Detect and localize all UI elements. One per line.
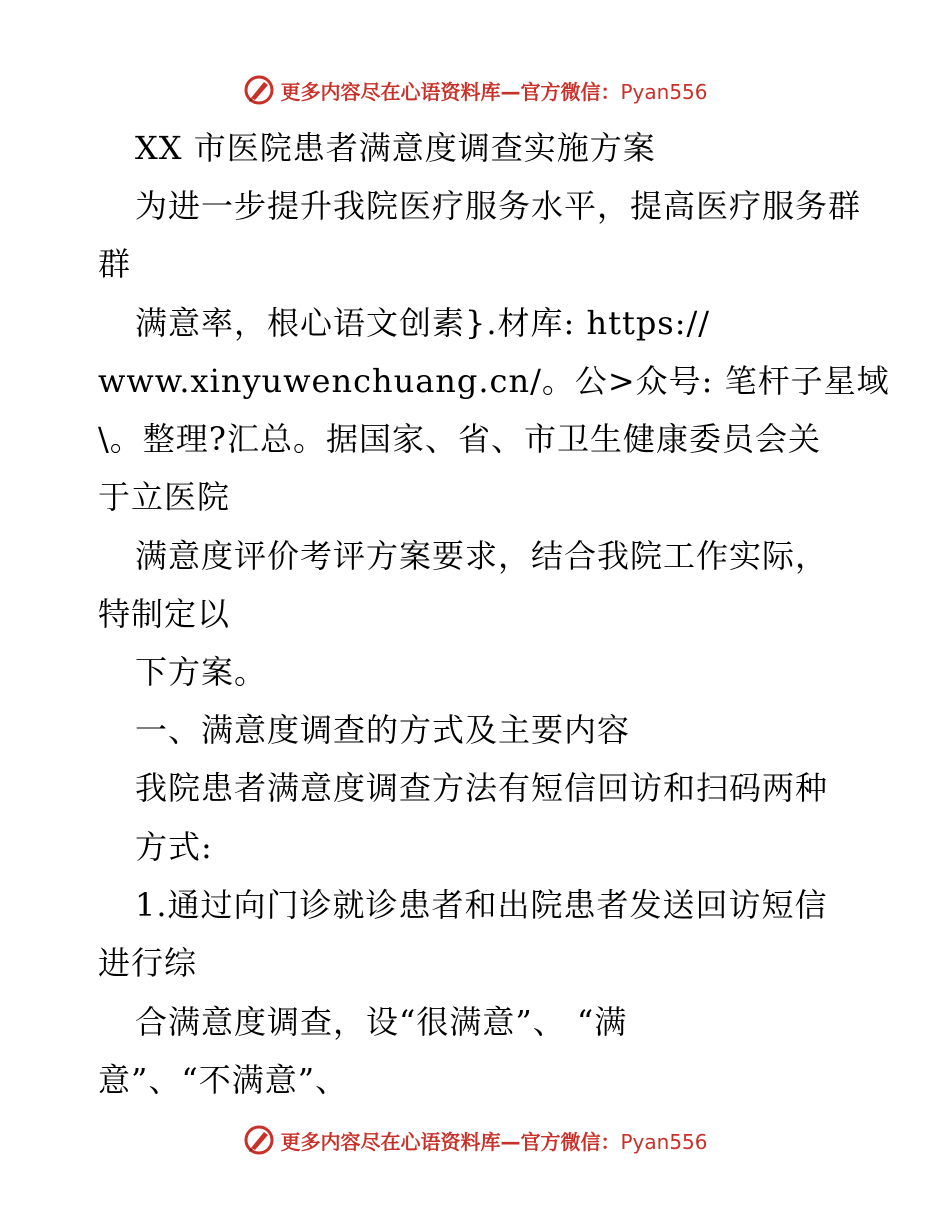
paragraph-line: 为进一步提升我院医疗服务水平，提高医疗服务群 <box>135 187 862 225</box>
paragraph-line: 满意度评价考评方案要求，结合我院工作实际， <box>135 537 829 575</box>
paragraph-line: 群 <box>98 245 132 283</box>
paragraph-line: 意”、“不满意”、 <box>98 1061 349 1099</box>
paragraph-line: 满意率，根心语文创素}.材库: https:// <box>135 304 711 342</box>
paragraph-line: 1.通过向门诊就诊患者和出院患者发送回访短信 <box>135 886 828 924</box>
banner-text: 更多内容尽在心语资料库—官方微信：Pyan556 <box>280 79 708 104</box>
paragraph-line: 方式: <box>135 828 213 866</box>
pen-logo-icon <box>242 73 276 107</box>
banner-text: 更多内容尽在心语资料库—官方微信：Pyan556 <box>280 1129 708 1154</box>
paragraph-line: \。整理?汇总。据国家、省、市卫生健康委员会关 <box>98 420 821 458</box>
paragraph-line: 我院患者满意度调查方法有短信回访和扫码两种 <box>135 769 829 807</box>
paragraph-line: 特制定以 <box>98 595 231 633</box>
pen-logo-icon <box>242 1123 276 1157</box>
paragraph-line: 下方案。 <box>135 653 268 691</box>
header-watermark-banner <box>0 70 950 110</box>
footer-watermark-banner <box>0 1120 950 1160</box>
section-heading: 一、满意度调查的方式及主要内容 <box>135 711 631 749</box>
paragraph-line: 进行综 <box>98 944 198 982</box>
paragraph-line: 于立医院 <box>98 478 231 516</box>
paragraph-line: www.xinyuwenchuang.cn/。公>众号: 笔杆子星域 <box>98 362 890 400</box>
paragraph-line: 合满意度调查，设“很满意”、 “满 <box>135 1003 628 1041</box>
document-title: XX 市医院患者满意度调查实施方案 <box>135 129 656 167</box>
